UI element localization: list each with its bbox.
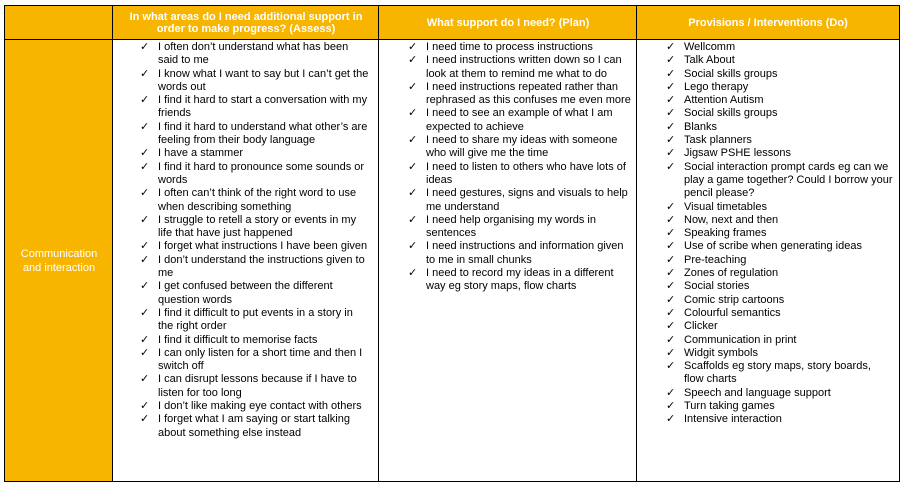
assess-item (135, 121, 371, 148)
checkmark-icon: ✓ (666, 306, 676, 319)
do-item-text: Social skills groups (684, 107, 778, 120)
plan-list (403, 41, 631, 294)
do-item (661, 54, 893, 67)
assess-item (135, 334, 371, 347)
plan-item (403, 54, 631, 81)
assess-item (135, 68, 371, 95)
checkmark-icon: ✓ (666, 227, 676, 240)
header-assess: In what areas do I need additional support in order to make progress? (Assess) (113, 6, 379, 40)
checkmark-icon: ✓ (666, 120, 676, 133)
do-item (661, 214, 893, 227)
checkmark-icon: ✓ (408, 134, 418, 147)
header-do: Provisions / Interventions (Do) (637, 6, 899, 40)
plan-column (403, 41, 631, 294)
assess-item (135, 240, 371, 253)
do-item (661, 240, 893, 253)
do-item-text: Widgit symbols (684, 346, 758, 359)
do-item-text: Zones of regulation (684, 267, 779, 280)
do-item (661, 267, 893, 280)
checkmark-icon: ✓ (666, 240, 676, 253)
checkmark-icon: ✓ (408, 160, 418, 173)
checkmark-icon: ✓ (140, 213, 150, 226)
do-item (661, 134, 893, 147)
plan-item-text: I need to listen to others who have lots of ideas (426, 160, 626, 186)
checkmark-icon: ✓ (140, 67, 150, 80)
checkmark-icon: ✓ (140, 306, 150, 319)
plan-item (403, 107, 631, 134)
assess-item-text: I often don’t understand what has been said to me (158, 41, 349, 67)
checkmark-icon: ✓ (140, 280, 150, 293)
checkmark-icon: ✓ (140, 41, 150, 53)
header-plan: What support do I need? (Plan) (379, 6, 637, 40)
checkmark-icon: ✓ (140, 253, 150, 266)
checkmark-icon: ✓ (140, 187, 150, 200)
assess-item-text: I find it hard to pronounce some sounds or words (158, 160, 365, 186)
checkmark-icon: ✓ (140, 120, 150, 133)
do-item (661, 161, 893, 201)
checkmark-icon: ✓ (666, 267, 676, 280)
checkmark-icon: ✓ (666, 253, 676, 266)
assess-item-text: I struggle to retell a story or events in my life that have just happened (158, 213, 357, 240)
plan-item (403, 214, 631, 241)
do-item (661, 400, 893, 413)
assess-item-text: I find it hard to understand what other’s are feeling from their body language (158, 120, 368, 147)
plan-item-text: I need instructions and information given to me in small chunks (426, 240, 624, 266)
assess-item-text: I can disrupt lessons because if I have to listen for too long (158, 373, 357, 399)
checkmark-icon: ✓ (408, 187, 418, 200)
plan-item (403, 81, 631, 108)
do-item-text: Social interaction prompt cards eg can we play a game together? Could I borrow your pencil please? (684, 160, 893, 200)
checkmark-icon: ✓ (140, 94, 150, 107)
assess-item-text: I know what I want to say but I can’t get the words out (158, 67, 369, 93)
do-item (661, 107, 893, 120)
assess-item (135, 400, 371, 413)
checkmark-icon: ✓ (666, 293, 676, 306)
checkmark-icon: ✓ (666, 107, 676, 120)
assess-item-text: I can only listen for a short time and then I switch off (158, 346, 363, 373)
checkmark-icon: ✓ (140, 400, 150, 413)
do-item-text: Talk About (684, 54, 735, 67)
do-item-text: Visual timetables (684, 200, 767, 213)
plan-item-text: I need to share my ideas with someone who will give me the time (426, 134, 618, 160)
do-item (661, 280, 893, 293)
assess-item (135, 280, 371, 307)
assess-item (135, 147, 371, 160)
checkmark-icon: ✓ (140, 413, 150, 426)
do-item-text: Social skills groups (684, 67, 778, 80)
do-item-text: Comic strip cartoons (684, 293, 785, 306)
do-item (661, 307, 893, 320)
do-item-text: Communication in print (684, 333, 797, 346)
row-label-text: Communication and interaction (20, 247, 98, 274)
row-label (5, 40, 113, 481)
do-item (661, 320, 893, 333)
checkmark-icon: ✓ (140, 240, 150, 253)
checkmark-icon: ✓ (666, 54, 676, 67)
do-item-text: Speaking frames (684, 227, 767, 240)
plan-item-text: I need instructions written down so I can look at them to remind me what to do (426, 54, 622, 80)
checkmark-icon: ✓ (666, 386, 676, 399)
assess-item (135, 413, 371, 440)
do-item-text: Now, next and then (684, 213, 779, 226)
plan-item (403, 41, 631, 54)
checkmark-icon: ✓ (408, 267, 418, 280)
checkmark-icon: ✓ (666, 160, 676, 173)
do-item (661, 360, 893, 387)
do-item (661, 294, 893, 307)
do-item-text: Intensive interaction (684, 413, 782, 426)
checkmark-icon: ✓ (408, 240, 418, 253)
plan-item-text: I need to see an example of what I am expected to achieve (426, 107, 613, 133)
do-item (661, 201, 893, 214)
assess-plan-do-table (4, 5, 900, 482)
checkmark-icon: ✓ (140, 147, 150, 160)
do-item-text: Blanks (684, 120, 718, 133)
assess-item-text: I often can’t think of the right word to use when describing something (158, 187, 357, 213)
assess-item (135, 254, 371, 281)
header-blank (5, 6, 113, 40)
do-item-text: Lego therapy (684, 80, 749, 93)
assess-item (135, 373, 371, 400)
assess-column (135, 41, 371, 440)
do-item (661, 147, 893, 160)
checkmark-icon: ✓ (666, 80, 676, 93)
do-item-text: Social stories (684, 280, 750, 293)
plan-item-text: I need time to process instructions (426, 41, 593, 53)
assess-item (135, 94, 371, 121)
checkmark-icon: ✓ (408, 41, 418, 53)
plan-item-text: I need gestures, signs and visuals to help me understand (426, 187, 628, 213)
checkmark-icon: ✓ (666, 67, 676, 80)
plan-item (403, 161, 631, 188)
do-item (661, 254, 893, 267)
checkmark-icon: ✓ (666, 200, 676, 213)
checkmark-icon: ✓ (666, 346, 676, 359)
do-item-text: Speech and language support (684, 386, 831, 399)
do-item (661, 413, 893, 426)
assess-item-text: I find it hard to start a conversation with my friends (158, 94, 368, 120)
do-list (661, 41, 893, 427)
plan-item-text: I need help organising my words in sentences (426, 213, 596, 240)
do-item (661, 387, 893, 400)
do-item-text: Scaffolds eg story maps, story boards, flow charts (684, 360, 871, 386)
assess-item (135, 41, 371, 68)
checkmark-icon: ✓ (408, 107, 418, 120)
do-item-text: Colourful semantics (684, 306, 781, 319)
assess-item (135, 347, 371, 374)
checkmark-icon: ✓ (408, 213, 418, 226)
checkmark-icon: ✓ (408, 80, 418, 93)
assess-item-text: I don’t understand the instructions given to me (158, 253, 365, 280)
plan-item-text: I need instructions repeated rather than rephrased as this confuses me even more (426, 80, 631, 107)
checkmark-icon: ✓ (666, 41, 676, 53)
checkmark-icon: ✓ (140, 160, 150, 173)
checkmark-icon: ✓ (666, 333, 676, 346)
do-item (661, 94, 893, 107)
checkmark-icon: ✓ (666, 413, 676, 426)
assess-item (135, 187, 371, 214)
plan-item (403, 134, 631, 161)
assess-item-text: I forget what I am saying or start talking about something else instead (158, 413, 350, 439)
do-item-text: Jigsaw PSHE lessons (684, 147, 791, 160)
do-item-text: Use of scribe when generating ideas (684, 240, 862, 253)
plan-item (403, 267, 631, 294)
checkmark-icon: ✓ (666, 147, 676, 160)
assess-item-text: I find it difficult to memorise facts (158, 333, 318, 346)
checkmark-icon: ✓ (666, 320, 676, 333)
checkmark-icon: ✓ (666, 280, 676, 293)
do-item (661, 347, 893, 360)
checkmark-icon: ✓ (140, 373, 150, 386)
assess-item-text: I don’t like making eye contact with others (158, 400, 362, 413)
checkmark-icon: ✓ (666, 213, 676, 226)
assess-item-text: I have a stammer (158, 147, 243, 160)
checkmark-icon: ✓ (140, 333, 150, 346)
do-item (661, 334, 893, 347)
assess-item (135, 161, 371, 188)
checkmark-icon: ✓ (666, 360, 676, 373)
do-item-text: Turn taking games (684, 400, 775, 413)
do-item (661, 68, 893, 81)
assess-item (135, 307, 371, 334)
plan-item (403, 240, 631, 267)
do-item-text: Pre-teaching (684, 253, 747, 266)
checkmark-icon: ✓ (666, 134, 676, 147)
assess-list (135, 41, 371, 440)
checkmark-icon: ✓ (666, 400, 676, 413)
do-column (661, 41, 893, 427)
plan-item-text: I need to record my ideas in a different way eg story maps, flow charts (426, 267, 614, 293)
assess-item (135, 214, 371, 241)
assess-item-text: I get confused between the different question words (158, 280, 333, 306)
do-item-text: Clicker (684, 320, 718, 333)
checkmark-icon: ✓ (140, 346, 150, 359)
do-item (661, 227, 893, 240)
do-item-text: Task planners (684, 134, 752, 147)
checkmark-icon: ✓ (666, 94, 676, 107)
do-item (661, 81, 893, 94)
do-item (661, 41, 893, 54)
assess-item-text: I find it difficult to put events in a story in the right order (158, 306, 353, 333)
do-item-text: Wellcomm (684, 41, 736, 53)
do-item (661, 121, 893, 134)
do-item-text: Attention Autism (684, 94, 764, 107)
assess-item-text: I forget what instructions I have been given (158, 240, 368, 253)
plan-item (403, 187, 631, 214)
checkmark-icon: ✓ (408, 54, 418, 67)
